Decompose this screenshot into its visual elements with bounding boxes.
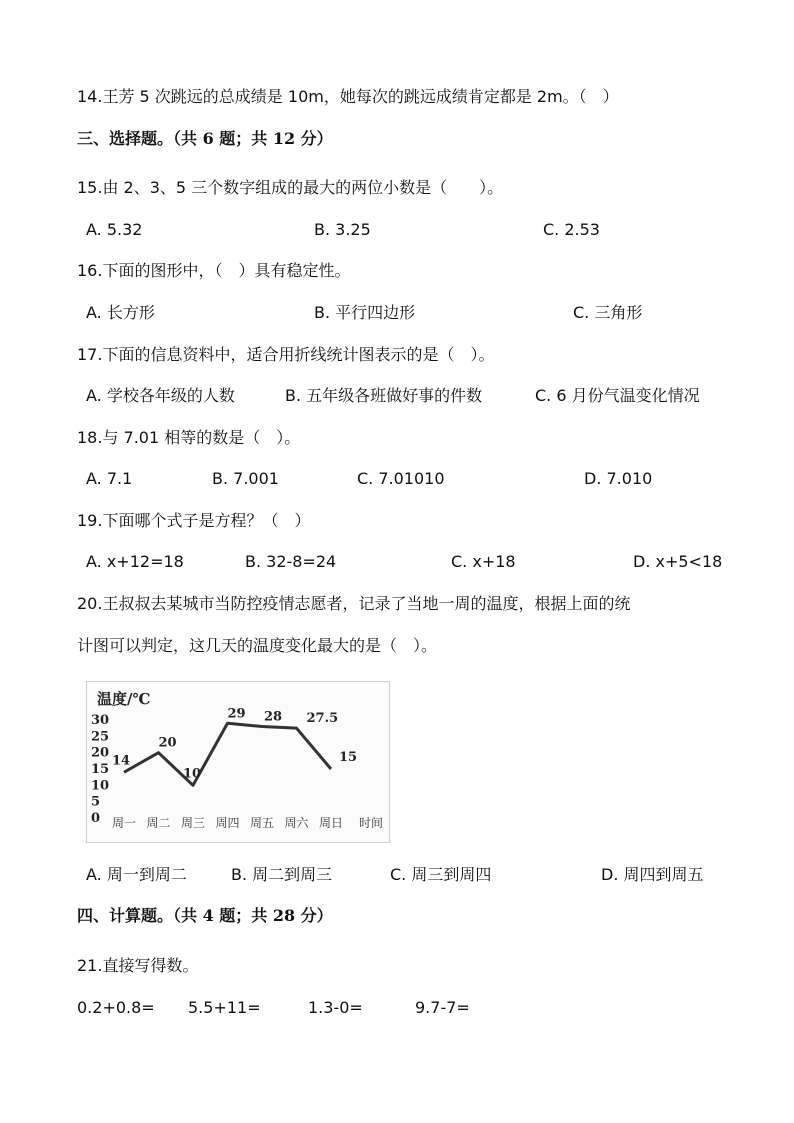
- chart-ytick-label: 5: [91, 794, 101, 810]
- chart-xtick-label: 周五: [249, 816, 275, 830]
- chart-data-label: 29: [227, 706, 246, 722]
- chart-xtick-label: 周四: [215, 816, 240, 830]
- chart-data-label: 14: [112, 753, 131, 769]
- chart-title: 温度/℃: [97, 690, 151, 708]
- chart-xlabel: 时间: [359, 816, 384, 830]
- q20-option-d[interactable]: D. 周四到周五: [601, 865, 704, 884]
- q20-option-c[interactable]: C. 周三到周四: [390, 865, 492, 884]
- chart-ytick-label: 0: [91, 811, 101, 826]
- chart-ytick-label: 20: [91, 745, 110, 761]
- question-21-stem: 21.直接写得数。: [77, 956, 199, 975]
- q20-option-a[interactable]: A. 周一到周二: [86, 865, 187, 884]
- q18-option-a[interactable]: A. 7.1: [86, 469, 133, 488]
- section-3-heading: 三、选择题。（共 6 题；共 12 分）: [77, 129, 333, 148]
- q18-option-b[interactable]: B. 7.001: [212, 469, 279, 488]
- q21-item-1: 0.2+0.8=: [77, 998, 155, 1017]
- section-4-heading: 四、计算题。（共 4 题；共 28 分）: [77, 906, 333, 925]
- q17-option-a[interactable]: A. 学校各年级的人数: [86, 386, 235, 405]
- q15-option-a[interactable]: A. 5.32: [86, 220, 143, 239]
- q19-option-a[interactable]: A. x+12=18: [86, 552, 184, 571]
- chart-xtick-label: 周六: [284, 816, 309, 830]
- chart-xtick-label: 周三: [180, 816, 206, 830]
- chart-ytick-label: 25: [91, 729, 110, 745]
- question-20-stem-line1: 20.王叔叔去某城市当防控疫情志愿者，记录了当地一周的温度，根据上面的统: [77, 594, 631, 613]
- chart-data-label: 10: [183, 766, 202, 782]
- q21-item-2: 5.5+11=: [188, 998, 261, 1017]
- chart-ytick-label: 10: [91, 778, 110, 794]
- q20-option-b[interactable]: B. 周二到周三: [231, 865, 333, 884]
- q16-option-a[interactable]: A. 长方形: [86, 303, 155, 322]
- chart-data-label: 15: [339, 750, 358, 765]
- q16-option-b[interactable]: B. 平行四边形: [314, 303, 416, 322]
- chart-xtick-label: 周二: [146, 816, 171, 830]
- question-14: 14.王芳 5 次跳远的总成绩是 10m，她每次的跳远成绩肯定都是 2m。（ ）: [77, 87, 619, 106]
- q21-item-3: 1.3-0=: [308, 998, 363, 1017]
- question-15-stem: 15.由 2、3、5 三个数字组成的最大的两位小数是（ ）。: [77, 178, 504, 197]
- q15-option-c[interactable]: C. 2.53: [543, 220, 600, 239]
- chart-data-label: 28: [264, 709, 283, 725]
- q19-option-b[interactable]: B. 32-8=24: [245, 552, 337, 571]
- q15-option-b[interactable]: B. 3.25: [314, 220, 371, 239]
- question-19-stem: 19.下面哪个式子是方程？（ ）: [77, 511, 311, 530]
- chart-data-label: 20: [158, 735, 177, 751]
- chart-xtick-label: 周一: [111, 816, 137, 830]
- chart-ytick-label: 15: [91, 762, 110, 777]
- chart-ytick-label: 30: [91, 713, 110, 728]
- q18-option-c[interactable]: C. 7.01010: [357, 469, 445, 488]
- question-18-stem: 18.与 7.01 相等的数是（ ）。: [77, 428, 301, 447]
- q21-item-4: 9.7-7=: [415, 998, 470, 1017]
- q17-option-c[interactable]: C. 6 月份气温变化情况: [535, 386, 700, 405]
- q16-option-c[interactable]: C. 三角形: [573, 303, 643, 322]
- chart-data-label: 27.5: [306, 711, 339, 727]
- chart-svg: [87, 682, 389, 842]
- question-17-stem: 17.下面的信息资料中，适合用折线统计图表示的是（ ）。: [77, 345, 495, 364]
- q18-option-d[interactable]: D. 7.010: [584, 469, 653, 488]
- question-20-stem-line2: 计图可以判定，这几天的温度变化最大的是（ ）。: [77, 636, 438, 655]
- q19-option-d[interactable]: D. x+5<18: [633, 552, 723, 571]
- q17-option-b[interactable]: B. 五年级各班做好事的件数: [285, 386, 483, 405]
- q19-option-c[interactable]: C. x+18: [451, 552, 516, 571]
- chart-xtick-label: 周日: [318, 816, 344, 830]
- question-16-stem: 16.下面的图形中，（ ）具有稳定性。: [77, 261, 351, 280]
- temperature-line-chart: [86, 681, 390, 843]
- chart-series-line: [124, 723, 331, 785]
